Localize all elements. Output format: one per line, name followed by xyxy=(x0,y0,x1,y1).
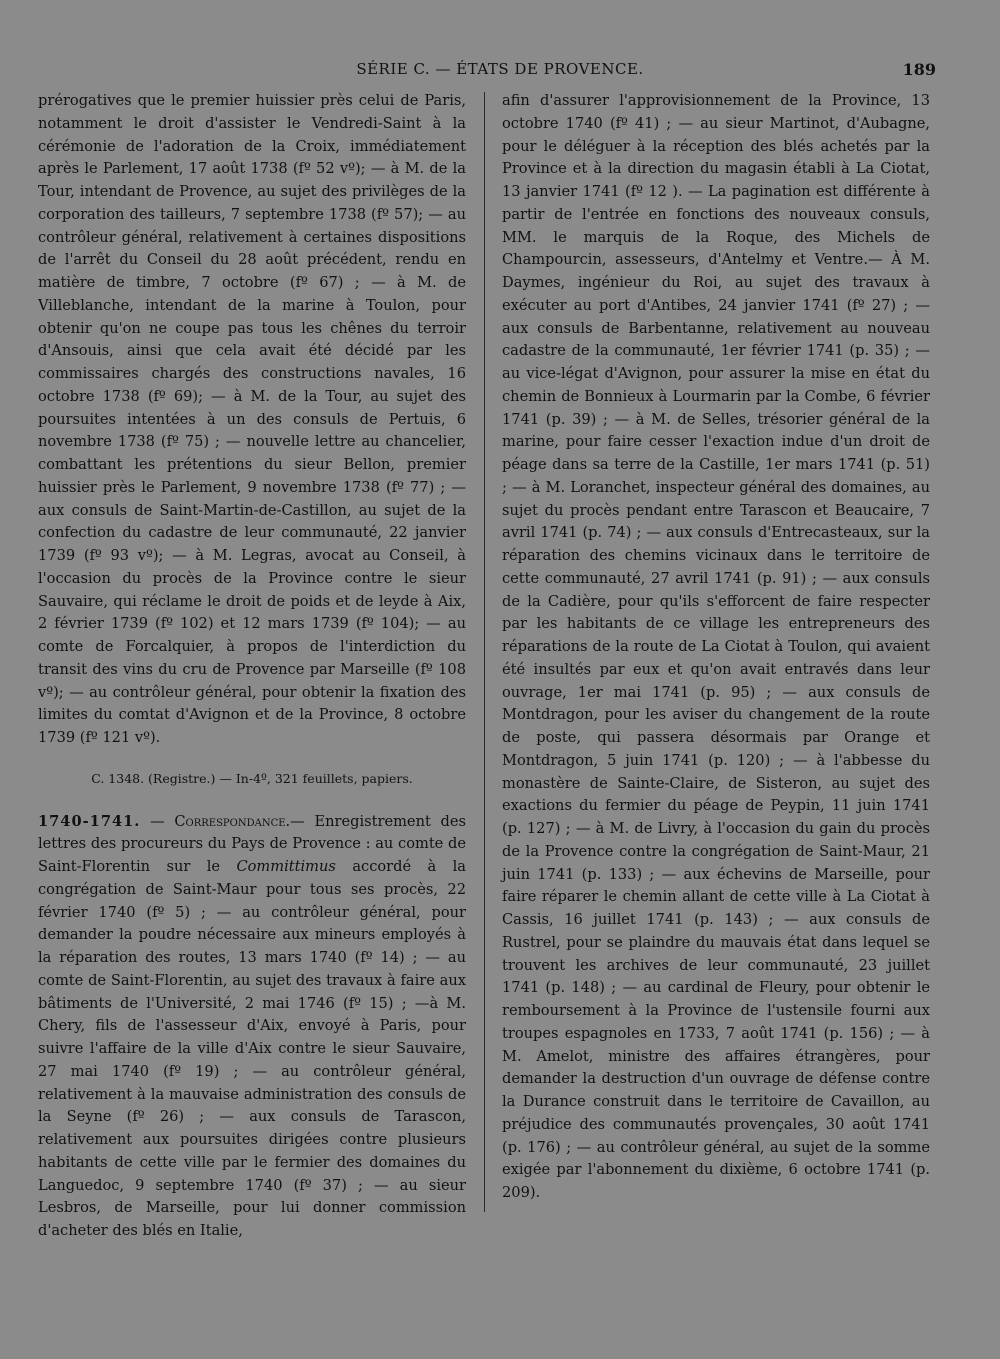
page-header xyxy=(0,60,1000,84)
record-text-start: — Enregistrement des lettres des procureurs du Pays de Provence : au comte de Saint-Florentin sur le xyxy=(38,812,466,875)
right-column xyxy=(502,90,930,1205)
page-number: 189 xyxy=(902,60,936,79)
right-paragraph: afin d'assurer l'approvisionnement de la Province, 13 octobre 1740 (fº 41) ; — au sieur Martinot, d'Aubagne, pour le déléguer à la réception des blés achetés par la Province et à la direction du magasin établi à La Ciotat, 13 janvier 1741 (fº 12 ). — La pagination est différente à partir de l'entrée en fonctions des nouveaux consuls, MM. le marquis de la Roque, des Michels de Champourcin, assesseurs, d'Antelmy et Ventre.— À M. Daymes, ingénieur du Roi, au sujet des travaux à exécuter au port d'Antibes, 24 janvier 1741 (fº 27) ; — aux consuls de Barbentanne, relativement au nouveau cadastre de la communauté, 1er février 1741 (p. 35) ; — au vice-légat d'Avignon, pour assurer la mise en état du chemin de Bonnieux à Lourmarin par la Combe, 6 février 1741 (p. 39) ; — à M. de Selles, trésorier général de la marine, pour faire cesser l'exaction indue d'un droit de péage dans sa terre de la Castille, 1er mars 1741 (p. 51) ; — à M. Loranchet, inspecteur général des domaines, au sujet du procès pendant entre Tarascon et Beaucaire, 7 avril 1741 (p. 74) ; — aux consuls d'Entrecasteaux, sur la réparation des chemins vicinaux dans le territoire de cette communauté, 27 avril 1741 (p. 91) ; — aux consuls de la Cadière, pour qu'ils s'efforcent de faire respecter par les habitants de ce village les entrepreneurs des réparations de la route de La Ciotat à Toulon, qui avaient été insultés par eux et qu'on avait entravés dans leur ouvrage, 1er mai 1741 (p. 95) ; — aux consuls de Montdragon, pour les aviser du changement de la route de poste, qui passera désormais par Orange et Montdragon, 5 juin 1741 (p. 120) ; — à l'abbesse du monastère de Sainte-Claire, de Sisteron, au sujet des exactions du fermier du péage de Peypin, 11 juin 1741 (p. 127) ; — à M. de Livry, à l'occasion du gain du procès de la Provence contre la congrégation de Saint-Maur, 21 juin 1741 (p. 133) ; — aux échevins de Marseille, pour faire réparer le chemin allant de cette ville à La Ciotat à Cassis, 16 juillet 1741 (p. 143) ; — aux consuls de Rustrel, pour se plaindre du mauvais état dans lequel se trouvent les archives de leur communauté, 23 juillet 1741 (p. 148) ; — au cardinal de Fleury, pour obtenir le remboursement à la Province de l'ustensile fourni aux troupes espagnoles en 1733, 7 août 1741 (p. 156) ; — à M. Amelot, ministre des affaires étrangères, pour demander la destruction d'un ouvrage de défense contre la Durance construit dans le territoire de Cavaillon, au préjudice des communautés provençales, 30 août 1741 (p. 176) ; — au contrôleur général, au sujet de la somme exigée par l'abonnement du dixième, 6 octobre 1741 (p. 209). xyxy=(502,92,930,1201)
record-reference: C. 1348. (Registre.) — In-4º, 321 feuillets, papiers. xyxy=(91,770,413,786)
record-text-italic: Committimus xyxy=(236,858,336,875)
record-text-rest: accordé à la congrégation de Saint-Maur pour tous ses procès, 22 février 1740 (fº 5) ; — au contrôleur général, pour demander la poudre nécessaire aux mineurs employés à la réparation des routes, 13 mars 1740 (fº 14) ; — au comte de Saint-Florentin, au sujet des travaux à faire aux bâtiments de l'Université, 2 mai 1746 (fº 15) ; —à M. Chery, fils de l'assesseur d'Aix, envoyé à Paris, pour suivre l'affaire de la ville d'Aix contre le sieur Sauvaire, 27 mai 1740 (fº 19) ; — au contrôleur général, relativement à la mauvaise administration des consuls de la Seyne (fº 26) ; — aux consuls de Tarascon, relativement aux poursuites dirigées contre plusieurs habitants de cette ville par le fermier des domaines du Languedoc, 9 septembre 1740 (fº 37) ; — au sieur Lesbros, de Marseille, pour lui donner commission d'acheter des blés en Italie, xyxy=(38,858,466,1239)
left-paragraph-continued: prérogatives que le premier huissier près celui de Paris, notamment le droit d'assister le Vendredi-Saint à la cérémonie de l'adoration de la Croix, immédiatement après le Parlement, 17 août 1738 (fº 52 vº); — à M. de la Tour, intendant de Provence, au sujet des privilèges de la corporation des tailleurs, 7 septembre 1738 (fº 57); — au contrôleur général, relativement à certaines dispositions de l'arrêt du Conseil du 28 août précédent, rendu en matière de timbre, 7 octobre (fº 67) ; — à M. de Villeblanche, intendant de la marine à Toulon, pour obtenir qu'on ne coupe pas tous les chênes du terroir d'Ansouis, ainsi que cela avait été décidé par les commissaires chargés des constructions navales, 16 octobre 1738 (fº 69); — à M. de la Tour, au sujet des poursuites intentées à un des consuls de Pertuis, 6 novembre 1738 (fº 75) ; — nouvelle lettre au chancelier, combattant les prétentions du sieur Bellon, premier huissier près le Parlement, 9 novembre 1738 (fº 77) ; — aux consuls de Saint-Martin-de-Castillon, au sujet de la confection du cadastre de leur communauté, 22 janvier 1739 (fº 93 vº); — à M. Legras, avocat au Conseil, à l'occasion du procès de la Province contre le sieur Sauvaire, qui réclame le droit de poids et de leyde à Aix, 2 février 1739 (fº 102) et 12 mars 1739 (fº 104); — au comte de Forcalquier, à propos de l'interdiction du transit des vins du cru de Provence par Marseille (fº 108 vº); — au contrôleur général, pour obtenir la fixation des limites du comtat d'Avignon et de la Province, 8 octobre 1739 (fº 121 vº). xyxy=(38,92,466,746)
record-entry xyxy=(38,811,466,1243)
left-column xyxy=(38,90,466,1243)
column-divider xyxy=(484,92,485,1212)
record-year: 1740-1741. xyxy=(38,812,141,830)
running-head: SÉRIE C. — ÉTATS DE PROVENCE. xyxy=(356,60,644,78)
record-title: — Correspondance. xyxy=(150,812,291,830)
